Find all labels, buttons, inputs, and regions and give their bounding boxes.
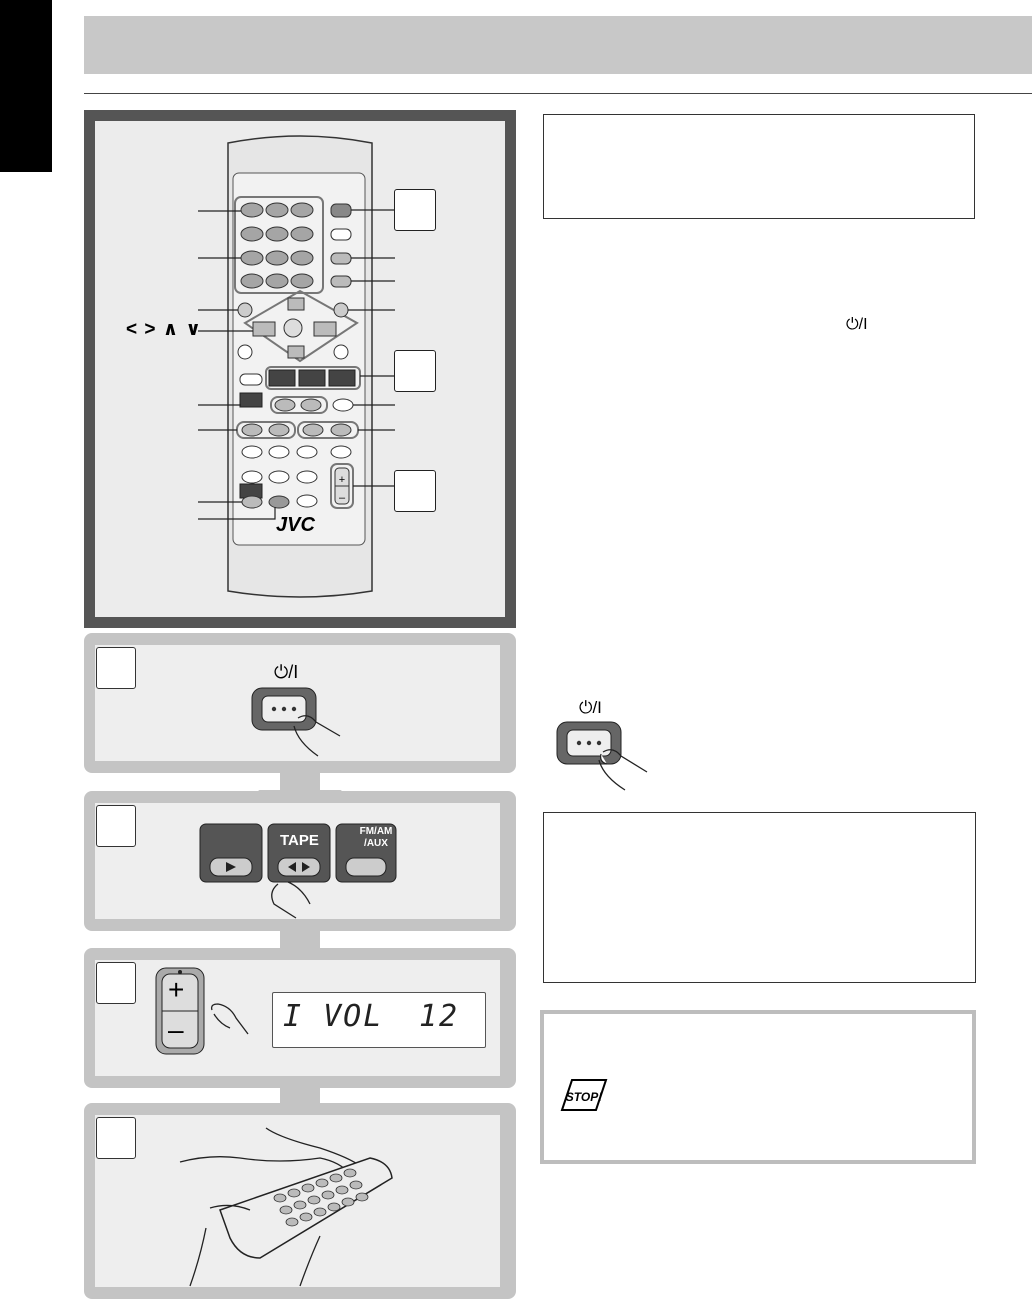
volume-minus-icon: – [168,1014,184,1045]
stop-label: STOP! [565,1090,603,1104]
step-number-box-2 [96,805,136,847]
volume-display-label: I VOL [283,999,384,1034]
remote-brand-logo: JVC [276,514,315,536]
callout-box-3 [394,470,436,512]
callout-box-1 [394,189,436,231]
note-box-middle [543,812,976,983]
step-number-box-1 [96,647,136,689]
svg-text:+: + [338,474,346,486]
header-rule [84,93,1032,94]
callout-box-2 [394,350,436,392]
svg-text:–: – [338,492,346,504]
hands-holding-remote-illustration [170,1118,400,1288]
volume-display-value: 12 [419,999,460,1034]
remote-control-drawing [95,121,505,617]
step-number-box-3 [96,962,136,1004]
stop-warning-icon [558,1076,610,1116]
standby-symbol: ⏻/I [579,698,602,717]
standby-symbol-inline: ⏻/I [846,316,868,333]
volume-display [272,992,486,1048]
note-box-top [543,114,975,219]
caution-box [540,1010,976,1164]
fm-am-aux-button-label: FM/AM /AUX [359,826,393,849]
tape-button-label: TAPE [280,832,319,849]
step1-standby-button [250,662,350,762]
step1-standby-symbol: ⏻/I [274,662,299,682]
cursor-keys-label: < > ∧ ∨ [126,319,202,340]
step1-finger-icon [250,684,350,762]
page-title-bar [84,16,1032,74]
step-number-box-4 [96,1117,136,1159]
finger-press-icon [555,718,655,796]
section-tab [0,0,52,172]
volume-plus-icon: + [168,974,185,1005]
standby-button-illustration [555,696,655,796]
